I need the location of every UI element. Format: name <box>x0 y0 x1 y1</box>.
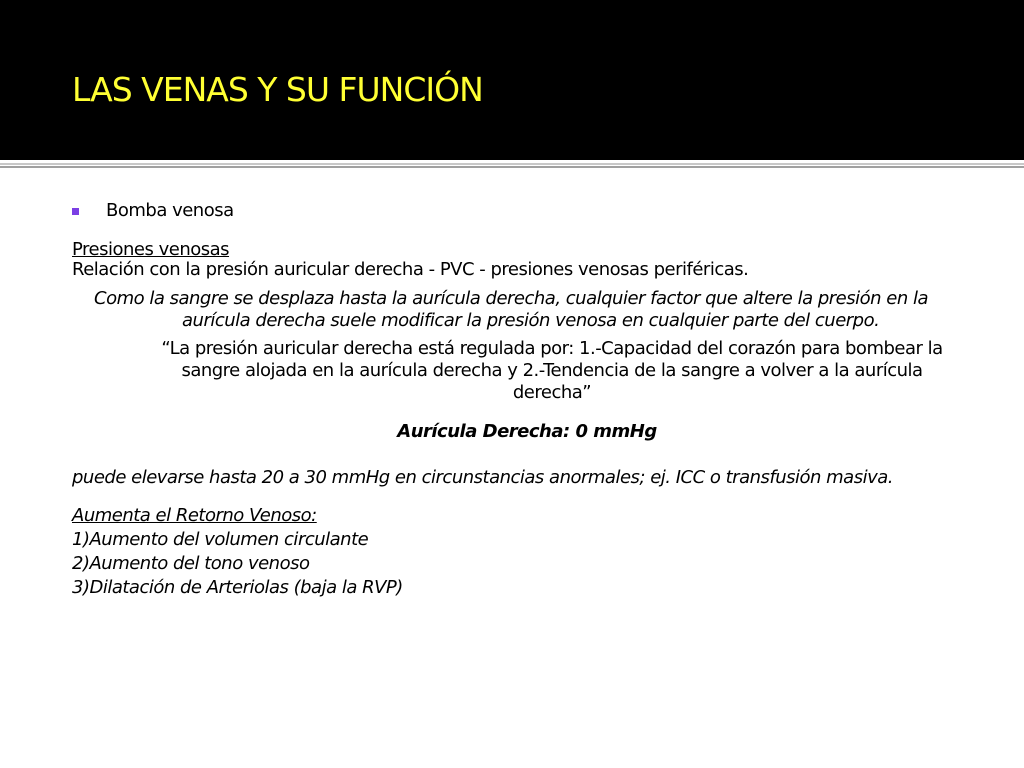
bullet-text: Bomba venosa <box>106 200 234 221</box>
key-value: Aurícula Derecha: 0 mmHg <box>397 421 657 442</box>
return-list <box>72 504 972 600</box>
divider-line-shadow <box>0 166 1024 168</box>
title-bar <box>0 0 1024 160</box>
slide-body <box>72 200 972 600</box>
square-bullet-icon <box>72 208 79 215</box>
paragraph-regulation: “La presión auricular derecha está regulada por: 1.-Capacidad del corazón para bombear la sangre alojada en la aurícula derecha y 2.-Tendencia de la sangre a volver a la aurícula derecha” <box>161 338 943 403</box>
slide-title: LAS VENAS Y SU FUNCIÓN <box>72 70 483 109</box>
relation-line: Relación con la presión auricular derecha - PVC - presiones venosas periféricas. <box>72 259 749 280</box>
list-item: 3)Dilatación de Arteriolas (baja la RVP) <box>72 577 403 598</box>
list-item: 2)Aumento del tono venoso <box>72 553 310 574</box>
divider-line <box>0 163 1024 165</box>
bullet-item <box>72 200 972 226</box>
subheading: Presiones venosas <box>72 239 230 260</box>
list-heading: Aumenta el Retorno Venoso: <box>72 505 317 526</box>
paragraph-factor: Como la sangre se desplaza hasta la aurícula derecha, cualquier factor que altere la presión en la aurícula derecha suele modificar la presión venosa en cualquier parte del cuerpo. <box>94 288 929 331</box>
elevation-note: puede elevarse hasta 20 a 30 mmHg en circunstancias anormales; ej. ICC o transfusión masiva. <box>72 467 893 488</box>
list-item: 1)Aumento del volumen circulante <box>72 529 369 550</box>
